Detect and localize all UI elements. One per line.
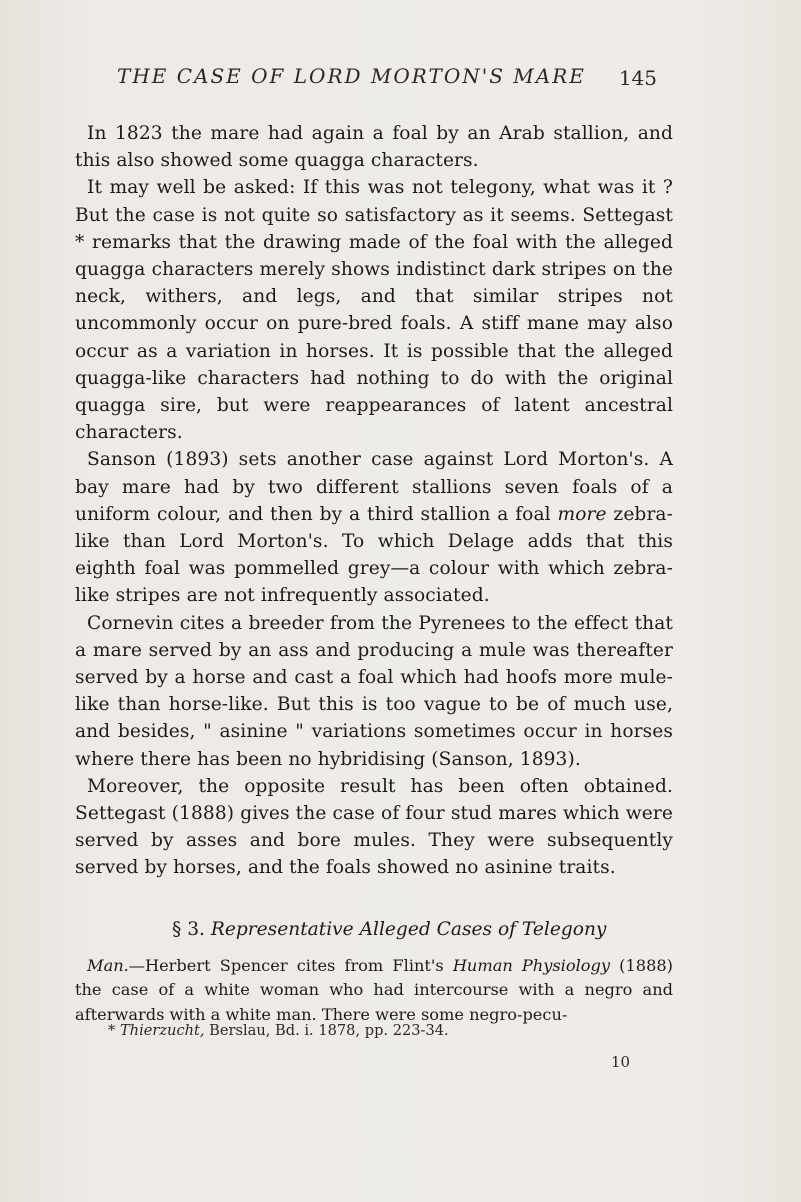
section-title: Representative Alleged Cases of Telegony: [210, 918, 607, 940]
signature-mark: 10: [611, 1053, 631, 1071]
paragraph-3-after: zebra-like than Lord Morton's. To which Delage adds that this eighth foal was pommelled grey—a colour with which zebra-like stripes are not infrequently associated.: [75, 503, 673, 607]
man-text-before: —Herbert Spencer cites from Flint's: [128, 955, 453, 975]
man-text-after: (1888) the case of a white woman who had intercourse with a negro and afterwards with a white man. There were some negro-pecu-: [75, 955, 673, 1024]
paragraph-1: In 1823 the mare had again a foal by an Arab stallion, and this also showed some quagga characters.: [75, 123, 673, 172]
paragraph-4: Cornevin cites a breeder from the Pyrenees to the effect that a mare served by an ass and producing a mule was thereafter served by a horse and cast a foal which had hoofs more mule-like than horse-like. But this is too vague to be of much use, and besides, " asinine " variations sometimes occur in horses where there has been no hybridising (Sanson, 1893).: [75, 612, 673, 770]
body-text: [75, 120, 673, 1043]
paragraph-3: [75, 446, 673, 609]
man-paragraph: [75, 954, 673, 1028]
running-head: [117, 64, 657, 94]
section-heading: [75, 916, 673, 944]
paragraph-3-emphasis: more: [557, 503, 607, 525]
paragraph-5: Moreover, the opposite result has been often obtained. Settegast (1888) gives the case of four stud mares which were served by asses and bore mules. They were subsequently served by horses, and the foals showed no asinine traits.: [75, 775, 673, 879]
footnote-marker: *: [108, 1022, 116, 1039]
footnote-rest: Berslau, Bd. i. 1878, pp. 223-34.: [204, 1022, 449, 1039]
footnote-work: Thierzucht,: [119, 1022, 205, 1039]
footnote: [108, 1022, 628, 1039]
paragraph-3-before: Sanson (1893) sets another case against Lord Morton's. A bay mare had by two different stallions seven foals of a uniform colour, and then by a third stallion a foal: [75, 449, 673, 525]
man-lead: Man.: [87, 955, 129, 975]
page-number: 145: [618, 66, 657, 90]
section-number: § 3.: [172, 918, 205, 940]
running-title: THE CASE OF LORD MORTON'S MARE: [117, 64, 586, 88]
paragraph-2: It may well be asked: If this was not telegony, what was it ? But the case is not quite so satisfactory as it seems. Settegast * remarks that the drawing made of the foal with the alleged quagga characters merely shows indistinct dark stripes on the neck, withers, and legs, and that similar stripes not uncommonly occur on pure-bred foals. A stiff mane may also occur as a variation in horses. It is possible that the alleged quagga-like characters had nothing to do with the original quagga sire, but were reappearances of latent ancestral characters.: [75, 177, 673, 444]
man-work-title: Human Physiology: [452, 955, 611, 975]
